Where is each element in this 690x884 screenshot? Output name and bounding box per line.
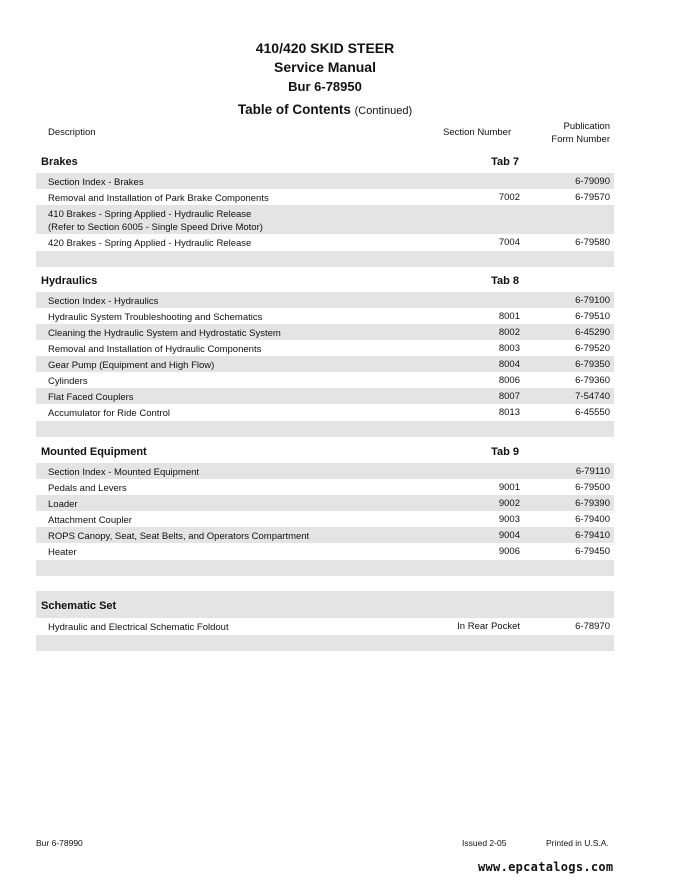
table-row[interactable] — [36, 404, 614, 420]
row-description: Removal and Installation of Hydraulic Components — [48, 344, 262, 355]
manual-bur-number: Bur 6-78950 — [288, 79, 362, 94]
row-description: Section Index - Brakes — [48, 177, 144, 188]
table-row[interactable] — [36, 527, 614, 543]
row-separator — [36, 421, 614, 437]
row-form-number: 6-79520 — [575, 343, 610, 354]
row-section-number: 8001 — [498, 311, 520, 322]
row-description: Accumulator for Ride Control — [48, 408, 170, 419]
watermark-link[interactable]: www.epcatalogs.com — [478, 860, 614, 874]
table-row[interactable] — [36, 618, 614, 634]
section-header-mounted-equipment — [36, 442, 614, 462]
row-section-number: 8002 — [498, 327, 520, 338]
row-section-number: 9001 — [498, 482, 520, 493]
manual-title: 410/420 SKID STEER — [255, 40, 395, 56]
table-row[interactable] — [36, 388, 614, 404]
row-form-number: 6-79350 — [575, 359, 610, 370]
table-row[interactable] — [36, 495, 614, 511]
column-header-description: Description — [48, 127, 96, 138]
row-form-number: 6-79410 — [575, 530, 610, 541]
row-description: Pedals and Levers — [48, 483, 127, 494]
footer-bur-number: Bur 6-78990 — [36, 838, 83, 848]
column-header-publication-line1: Publication — [563, 121, 610, 132]
section-name: Schematic Set — [41, 600, 117, 612]
row-section-number: 9003 — [498, 514, 520, 525]
footer-issued: Issued 2-05 — [462, 838, 507, 848]
table-row[interactable] — [36, 189, 614, 205]
row-description: 420 Brakes - Spring Applied - Hydraulic Release — [48, 238, 252, 249]
table-row[interactable] — [36, 234, 614, 250]
column-header-publication — [538, 120, 610, 146]
toc-title: Table of Contents — [237, 102, 351, 117]
footer-printed: Printed in U.S.A. — [546, 838, 609, 848]
table-row[interactable] — [36, 308, 614, 324]
column-header-section-number: Section Number — [443, 127, 512, 138]
row-form-number: 6-79450 — [575, 546, 610, 557]
row-form-number: 6-78970 — [575, 621, 610, 632]
row-separator — [36, 251, 614, 267]
column-header-publication-line2: Form Number — [551, 134, 610, 145]
row-section-number: 9004 — [498, 530, 520, 541]
row-section-number: 8004 — [498, 359, 520, 370]
row-section-number: 7002 — [498, 192, 520, 203]
table-row[interactable] — [36, 463, 614, 479]
row-form-number: 6-79400 — [575, 514, 610, 525]
row-form-number: 6-79510 — [575, 311, 610, 322]
section-name: Mounted Equipment — [41, 446, 147, 458]
row-separator — [36, 635, 614, 651]
row-section-number: In Rear Pocket — [457, 621, 520, 632]
manual-subtitle: Service Manual — [274, 59, 376, 75]
section-header-schematic-set — [36, 591, 614, 618]
row-description: ROPS Canopy, Seat, Seat Belts, and Operators Compartment — [48, 531, 310, 542]
row-description: Heater — [48, 547, 77, 558]
row-description: Loader — [48, 499, 78, 510]
row-description: Removal and Installation of Park Brake Components — [48, 193, 269, 204]
section-tab: Tab 9 — [491, 446, 519, 458]
table-row[interactable] — [36, 372, 614, 388]
row-form-number: 6-79090 — [575, 176, 610, 187]
row-description: Cylinders — [48, 376, 88, 387]
toc-heading — [0, 102, 650, 117]
row-section-number: 8013 — [498, 407, 520, 418]
row-description: Attachment Coupler — [48, 515, 132, 526]
section-name: Brakes — [41, 156, 78, 168]
table-row[interactable] — [36, 324, 614, 340]
row-form-number: 6-79390 — [575, 498, 610, 509]
table-row[interactable] — [36, 340, 614, 356]
table-row[interactable] — [36, 356, 614, 372]
row-section-number: 7004 — [498, 237, 520, 248]
row-section-number: 9002 — [498, 498, 520, 509]
row-description: Hydraulic and Electrical Schematic Foldout — [48, 622, 229, 633]
row-form-number: 6-79100 — [575, 295, 610, 306]
row-form-number: 6-79580 — [575, 237, 610, 248]
table-row[interactable] — [36, 479, 614, 495]
row-form-number: 6-79110 — [575, 466, 610, 477]
section-header-brakes — [36, 152, 614, 172]
row-separator — [36, 560, 614, 576]
row-form-number: 6-45550 — [575, 407, 610, 418]
section-name: Hydraulics — [41, 275, 98, 287]
row-description: Section Index - Hydraulics — [48, 296, 159, 307]
row-description: Section Index - Mounted Equipment — [48, 467, 200, 478]
table-row[interactable] — [36, 292, 614, 308]
row-description: 410 Brakes - Spring Applied - Hydraulic Release (Refer to Section 6005 - Single Speed Drive Motor) — [48, 209, 263, 233]
row-description: Hydraulic System Troubleshooting and Schematics — [48, 312, 263, 323]
table-row[interactable] — [36, 511, 614, 527]
row-form-number: 6-45290 — [575, 327, 610, 338]
table-row[interactable] — [36, 173, 614, 189]
table-row[interactable] — [36, 543, 614, 559]
section-header-hydraulics — [36, 271, 614, 291]
section-tab: Tab 7 — [491, 156, 519, 168]
row-section-number: 8007 — [498, 391, 520, 402]
row-section-number: 9006 — [498, 546, 520, 557]
row-form-number: 7-54740 — [575, 391, 610, 402]
row-form-number: 6-79570 — [575, 192, 610, 203]
row-form-number: 6-79360 — [575, 375, 610, 386]
row-description: Cleaning the Hydraulic System and Hydrostatic System — [48, 328, 281, 339]
table-row[interactable] — [36, 205, 614, 234]
row-description: Flat Faced Couplers — [48, 392, 134, 403]
row-section-number: 8003 — [498, 343, 520, 354]
section-tab: Tab 8 — [491, 275, 519, 287]
row-description: Gear Pump (Equipment and High Flow) — [48, 360, 215, 371]
toc-continued: (Continued) — [354, 105, 413, 117]
row-form-number: 6-79500 — [575, 482, 610, 493]
row-section-number: 8006 — [498, 375, 520, 386]
